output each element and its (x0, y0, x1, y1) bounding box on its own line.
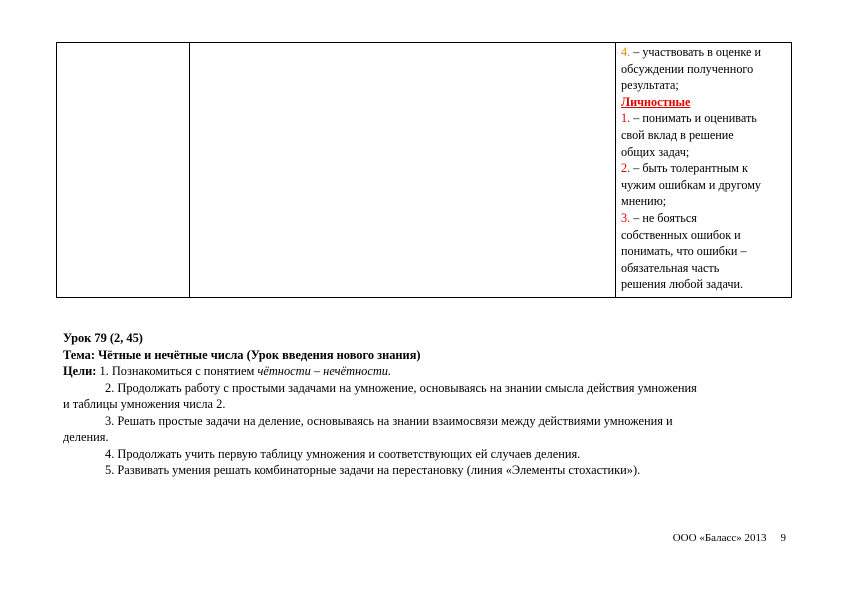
lesson-section (63, 330, 783, 479)
theme-text: Чётные и нечётные числа (Урок введения нового знания) (94, 347, 421, 362)
personal-item-1-line-3: общих задач; (621, 144, 690, 159)
personal-outcomes-heading: Личностные (621, 94, 691, 109)
personal-item-2-line-1 (621, 160, 787, 177)
outcome-item-4-line-1 (621, 44, 787, 61)
lesson-goal-1 (63, 363, 783, 380)
personal-item-3-text-a: – не бояться (630, 210, 697, 225)
table-cell-empty-1 (57, 43, 190, 297)
table-cell-outcomes (616, 43, 791, 297)
personal-item-2-line-3: мнению; (621, 194, 667, 209)
personal-item-2-line-2: чужим ошибкам и другому (621, 177, 762, 192)
personal-item-2-number: 2. (621, 161, 631, 176)
lesson-goal-5: 5. Развивать умения решать комбинаторные задачи на перестановку (линия «Элементы стохастики»). (105, 463, 641, 477)
personal-item-3-line-4: обязательная часть (621, 260, 720, 275)
goals-label: Цели: (63, 364, 97, 378)
personal-item-3-line-1 (621, 210, 787, 227)
footer-publisher: ООО «Баласс» 2013 (672, 532, 767, 544)
personal-item-2-text-a: – быть толерантным к (630, 161, 748, 176)
outcome-item-4-line-2: обсуждении полученного (621, 61, 754, 76)
personal-item-3-line-2: собственных ошибок и (621, 227, 741, 242)
lesson-goal-3-line-2: деления. (63, 430, 109, 444)
lesson-goal-4: 4. Продолжать учить первую таблицу умножения и соответствующих ей случаев деления. (105, 446, 581, 461)
lesson-title: Урок 79 (2, 45) (63, 331, 143, 345)
page-number: 9 (780, 532, 786, 544)
lesson-goal-2-line-2: и таблицы умножения числа 2. (63, 397, 226, 411)
table-cell-empty-2 (190, 43, 616, 297)
lesson-goal-3-line-1: 3. Решать простые задачи на деление, основываясь на знании взаимосвязи между действиями умножения и (105, 413, 673, 428)
personal-item-1-text-a: – понимать и оценивать (630, 111, 757, 126)
goal-1-prefix: 1. Познакомиться с понятием (96, 364, 258, 378)
personal-item-1-number: 1. (621, 111, 631, 126)
lesson-goal-2-line-1: 2. Продолжать работу с простыми задачами на умножение, основываясь на знании смысла действия умножения (105, 380, 697, 395)
outcome-item-4-number: 4. (621, 45, 631, 59)
lesson-theme (63, 347, 783, 364)
personal-item-3-line-3: понимать, что ошибки – (621, 244, 747, 259)
lesson-plan-table (56, 42, 792, 298)
goal-1-term: чётности – нечётности. (257, 364, 392, 378)
outcome-item-4-line-3: результата; (621, 78, 679, 93)
personal-item-1-line-2: свой вклад в решение (621, 127, 734, 142)
outcome-item-4-text-a: – участвовать в оценке и (630, 45, 762, 59)
theme-label: Тема: (63, 347, 95, 362)
personal-item-3-number: 3. (621, 210, 631, 225)
personal-item-3-line-5: решения любой задачи. (621, 277, 744, 292)
personal-item-1-line-1 (621, 110, 787, 127)
page-footer (673, 532, 786, 544)
